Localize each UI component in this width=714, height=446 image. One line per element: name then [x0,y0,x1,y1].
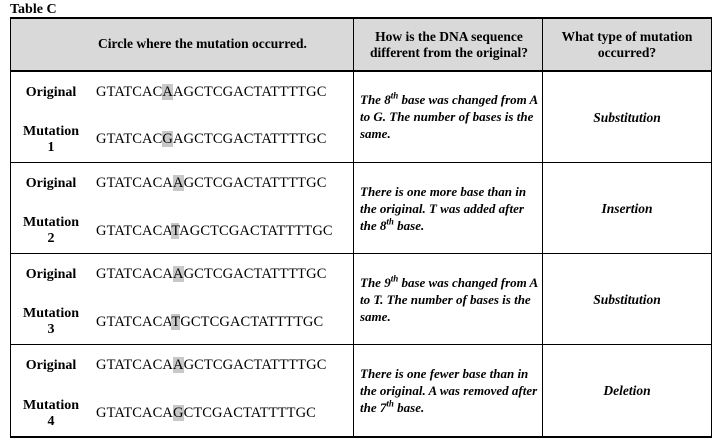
row-4-difference-text: There is one fewer base than in the original. A was removed after the 7th base. [360,366,538,415]
highlighted-base: G [172,405,184,421]
header-dna-difference: How is the DNA sequence different from the original? [369,29,529,60]
row-1-difference-text: The 8th base was changed from A to G. The number of bases is the same. [360,90,538,141]
row-4-mutation-type: Deletion [603,383,651,398]
highlighted-base: T [171,223,180,239]
row-4-original-label: Original [25,358,77,373]
row-1-mutation-sequence: GTATCACGAGCTCGACTATTTTGC [96,131,327,147]
highlighted-base: G [162,131,173,147]
row-2-difference-text: There is one more base than in the original. T was added after the 8th base. [360,184,527,233]
header-mutation-type: What type of mutation occurred? [561,29,693,60]
row-2-original-sequence: GTATCACAAGCTCGACTATTTTGC [96,175,327,191]
row-2-mutation-label: Mutation 2 [23,215,79,246]
row-3-mutation-sequence: GTATCACATGCTCGACTATTTTGC [96,314,324,330]
highlighted-base: A [162,84,173,100]
highlighted-base: A [172,175,184,191]
row-4-original-sequence: GTATCACAAGCTCGACTATTTTGC [96,357,327,373]
row-2-original-label: Original [25,176,77,191]
row-3-original-label: Original [25,267,77,282]
row-4-mutation-sequence: GTATCACAGCTCGACTATTTTGC [96,405,316,421]
row-4-mutation-label: Mutation 4 [23,398,79,429]
row-2-mutation-type: Insertion [601,201,653,216]
row-3-original-sequence: GTATCACAAGCTCGACTATTTTGC [96,266,327,282]
row-2-mutation-sequence: GTATCACATAGCTCGACTATTTTGC [96,223,333,239]
row-1-original-sequence: GTATCACAAGCTCGACTATTTTGC [96,84,327,100]
table-caption: Table C [10,2,57,17]
row-3-mutation-type: Substitution [593,292,661,307]
row-3-mutation-label: Mutation 3 [23,306,79,337]
highlighted-base: T [171,314,181,330]
highlighted-base: A [172,266,184,282]
row-1-mutation-label: Mutation 1 [23,124,79,155]
row-1-original-label: Original [25,85,77,100]
row-1-mutation-type: Substitution [593,110,661,125]
header-circle-mutation: Circle where the mutation occurred. [98,36,307,51]
row-3-difference-text: The 9th base was changed from A to T. The number of bases is the same. [360,273,538,324]
highlighted-base: A [172,357,184,373]
